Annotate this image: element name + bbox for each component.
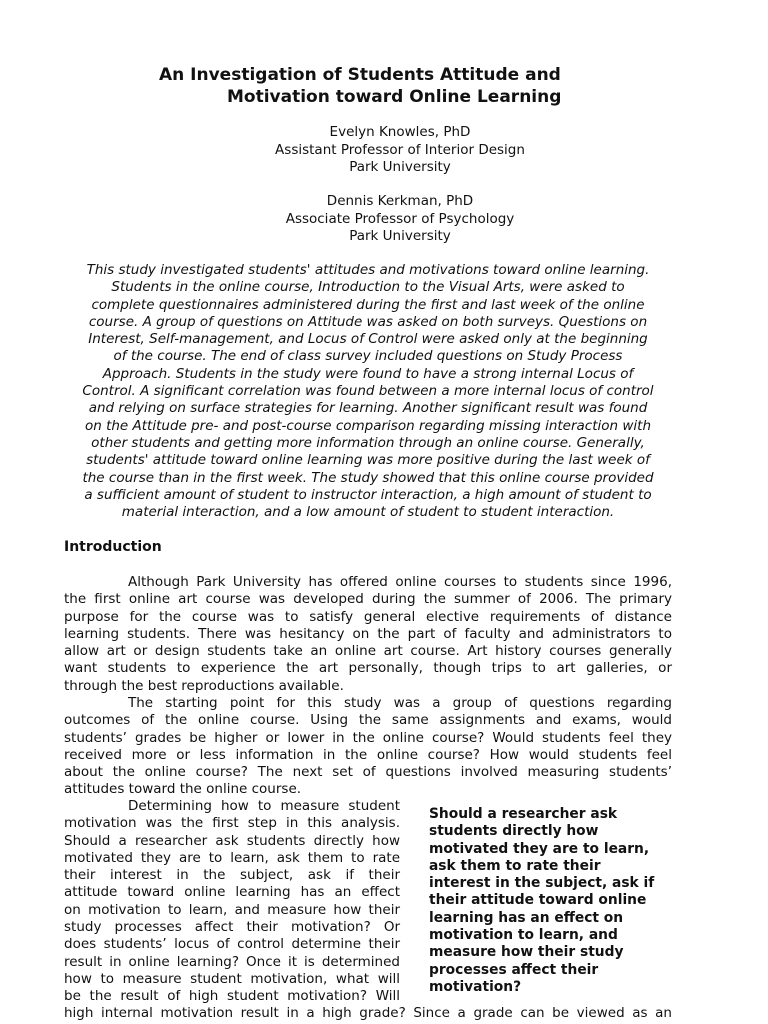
abstract-line: Interest, Self-management, and Locus of Control were asked only at the beginning bbox=[88, 331, 648, 348]
pull-quote bbox=[429, 806, 679, 996]
intro-paragraph-3 bbox=[64, 798, 400, 1006]
author-affiliation: Park University bbox=[349, 228, 451, 244]
abstract-line: Control. A significant correlation was found between a more internal locus of control bbox=[82, 383, 654, 400]
pull-quote-line: motivation? bbox=[429, 978, 522, 995]
pull-quote-line: their attitude toward online bbox=[429, 892, 647, 909]
abstract-line: the course than in the first week. The study showed that this online course provided bbox=[82, 469, 654, 486]
abstract-line: Approach. Students in the study were found to have a strong internal Locus of bbox=[102, 365, 634, 382]
paragraph-line: received more or less information in the online course? How would students feel bbox=[64, 746, 672, 763]
abstract-line: Students in the online course, Introduction to the Visual Arts, were asked to bbox=[111, 279, 625, 296]
paragraph-line: how to measure student motivation, what will bbox=[64, 970, 400, 987]
paragraph-line: Should a researcher ask students directly how bbox=[64, 832, 400, 849]
paragraph-line: through the best reproductions available. bbox=[64, 677, 344, 694]
pull-quote-line: ask them to rate their bbox=[429, 857, 601, 874]
abstract-line: of the course. The end of class survey included questions on Study Process bbox=[113, 348, 623, 365]
paragraph-line: motivation was the first step in this analysis. bbox=[64, 815, 400, 832]
paragraph-line: their interest in the subject, ask if their bbox=[64, 867, 400, 884]
pull-quote-line: motivation to learn, and bbox=[429, 927, 618, 944]
abstract bbox=[64, 262, 672, 521]
abstract-line: a sufficient amount of student to instructor interaction, a high amount of student to bbox=[84, 486, 652, 503]
pull-quote-line: processes affect their bbox=[429, 961, 599, 978]
abstract-line: on the Attitude pre- and post-course comparison regarding missing interaction with bbox=[84, 417, 652, 434]
pull-quote-line: learning has an effect on bbox=[429, 909, 624, 926]
intro-paragraph-1 bbox=[64, 574, 672, 695]
abstract-line: course. A group of questions on Attitude was asked on both surveys. Questions on bbox=[88, 313, 648, 330]
intro-paragraph-3-continued bbox=[64, 1005, 672, 1022]
paper-title bbox=[60, 64, 680, 108]
paragraph-line: on motivation to learn, and measure how their bbox=[64, 901, 400, 918]
author-position: Assistant Professor of Interior Design bbox=[275, 141, 525, 158]
author-block-1 bbox=[0, 124, 768, 177]
abstract-line: other students and getting more information through an online course. Generally, bbox=[91, 434, 645, 451]
paragraph-line: result in online learning? Once it is determined bbox=[64, 953, 400, 970]
paragraph-line: attitudes toward the online course. bbox=[64, 781, 302, 798]
paragraph-line: the first online art course was developed during the summer of 2006. The primary bbox=[64, 591, 672, 608]
paragraph-line: high internal motivation result in a high grade? Since a grade can be viewed as an bbox=[64, 1005, 672, 1021]
paragraph-line: allow art or design students take an online art course. Art history courses generally bbox=[64, 643, 672, 660]
abstract-line: students' attitude toward online learning was more positive during the last week of bbox=[86, 452, 650, 469]
abstract-line: complete questionnaires administered during the first and last week of the online bbox=[91, 296, 645, 313]
paragraph-line: The starting point for this study was a group of questions regarding bbox=[128, 695, 672, 711]
paragraph-line: about the online course? The next set of questions involved measuring students’ bbox=[64, 764, 672, 781]
paragraph-line: attitude toward online learning has an effect bbox=[64, 884, 400, 901]
abstract-line: This study investigated students' attitudes and motivations toward online learning. bbox=[86, 262, 650, 278]
abstract-line: material interaction, and a low amount of student to student interaction. bbox=[121, 504, 615, 521]
pull-quote-line: measure how their study bbox=[429, 944, 624, 961]
paragraph-line: purpose for the course was to satisfy general elective requirements of distance bbox=[64, 608, 672, 625]
paragraph-line: Although Park University has offered online courses to students since 1996, bbox=[128, 574, 672, 590]
author-name: Evelyn Knowles, PhD bbox=[329, 124, 471, 140]
author-block-2 bbox=[0, 193, 768, 246]
pull-quote-line: students directly how bbox=[429, 823, 599, 840]
paragraph-line: motivated they are to learn, ask them to rate bbox=[64, 849, 400, 866]
paragraph-line: outcomes of the online course. Using the same assignments and exams, would bbox=[64, 712, 672, 729]
paragraph-line: Determining how to measure student bbox=[128, 798, 400, 814]
paragraph-line: does students’ locus of control determine their bbox=[64, 936, 400, 953]
paragraph-line: want students to experience the art personally, though trips to art galleries, or bbox=[64, 660, 672, 677]
paragraph-line: be the result of high student motivation? Will bbox=[64, 988, 400, 1005]
pull-quote-line: motivated they are to learn, bbox=[429, 840, 650, 857]
pull-quote-line: interest in the subject, ask if bbox=[429, 875, 655, 892]
pull-quote-line: Should a researcher ask bbox=[429, 806, 618, 822]
title-line-1: An Investigation of Students Attitude and bbox=[159, 65, 561, 85]
abstract-line: and relying on surface strategies for learning. Another significant result was found bbox=[88, 400, 648, 417]
paragraph-line: students’ grades be higher or lower in the online course? Would students feel they bbox=[64, 729, 672, 746]
intro-paragraph-2 bbox=[64, 695, 672, 799]
paragraph-line: study processes affect their motivation? Or bbox=[64, 919, 400, 936]
author-name: Dennis Kerkman, PhD bbox=[326, 193, 474, 209]
paragraph-line: learning students. There was hesitancy on the part of faculty and administrators to bbox=[64, 625, 672, 642]
section-heading-introduction: Introduction bbox=[64, 539, 162, 555]
title-line-2: Motivation toward Online Learning bbox=[227, 87, 562, 107]
author-affiliation: Park University bbox=[349, 159, 451, 175]
author-position: Associate Professor of Psychology bbox=[285, 210, 515, 227]
